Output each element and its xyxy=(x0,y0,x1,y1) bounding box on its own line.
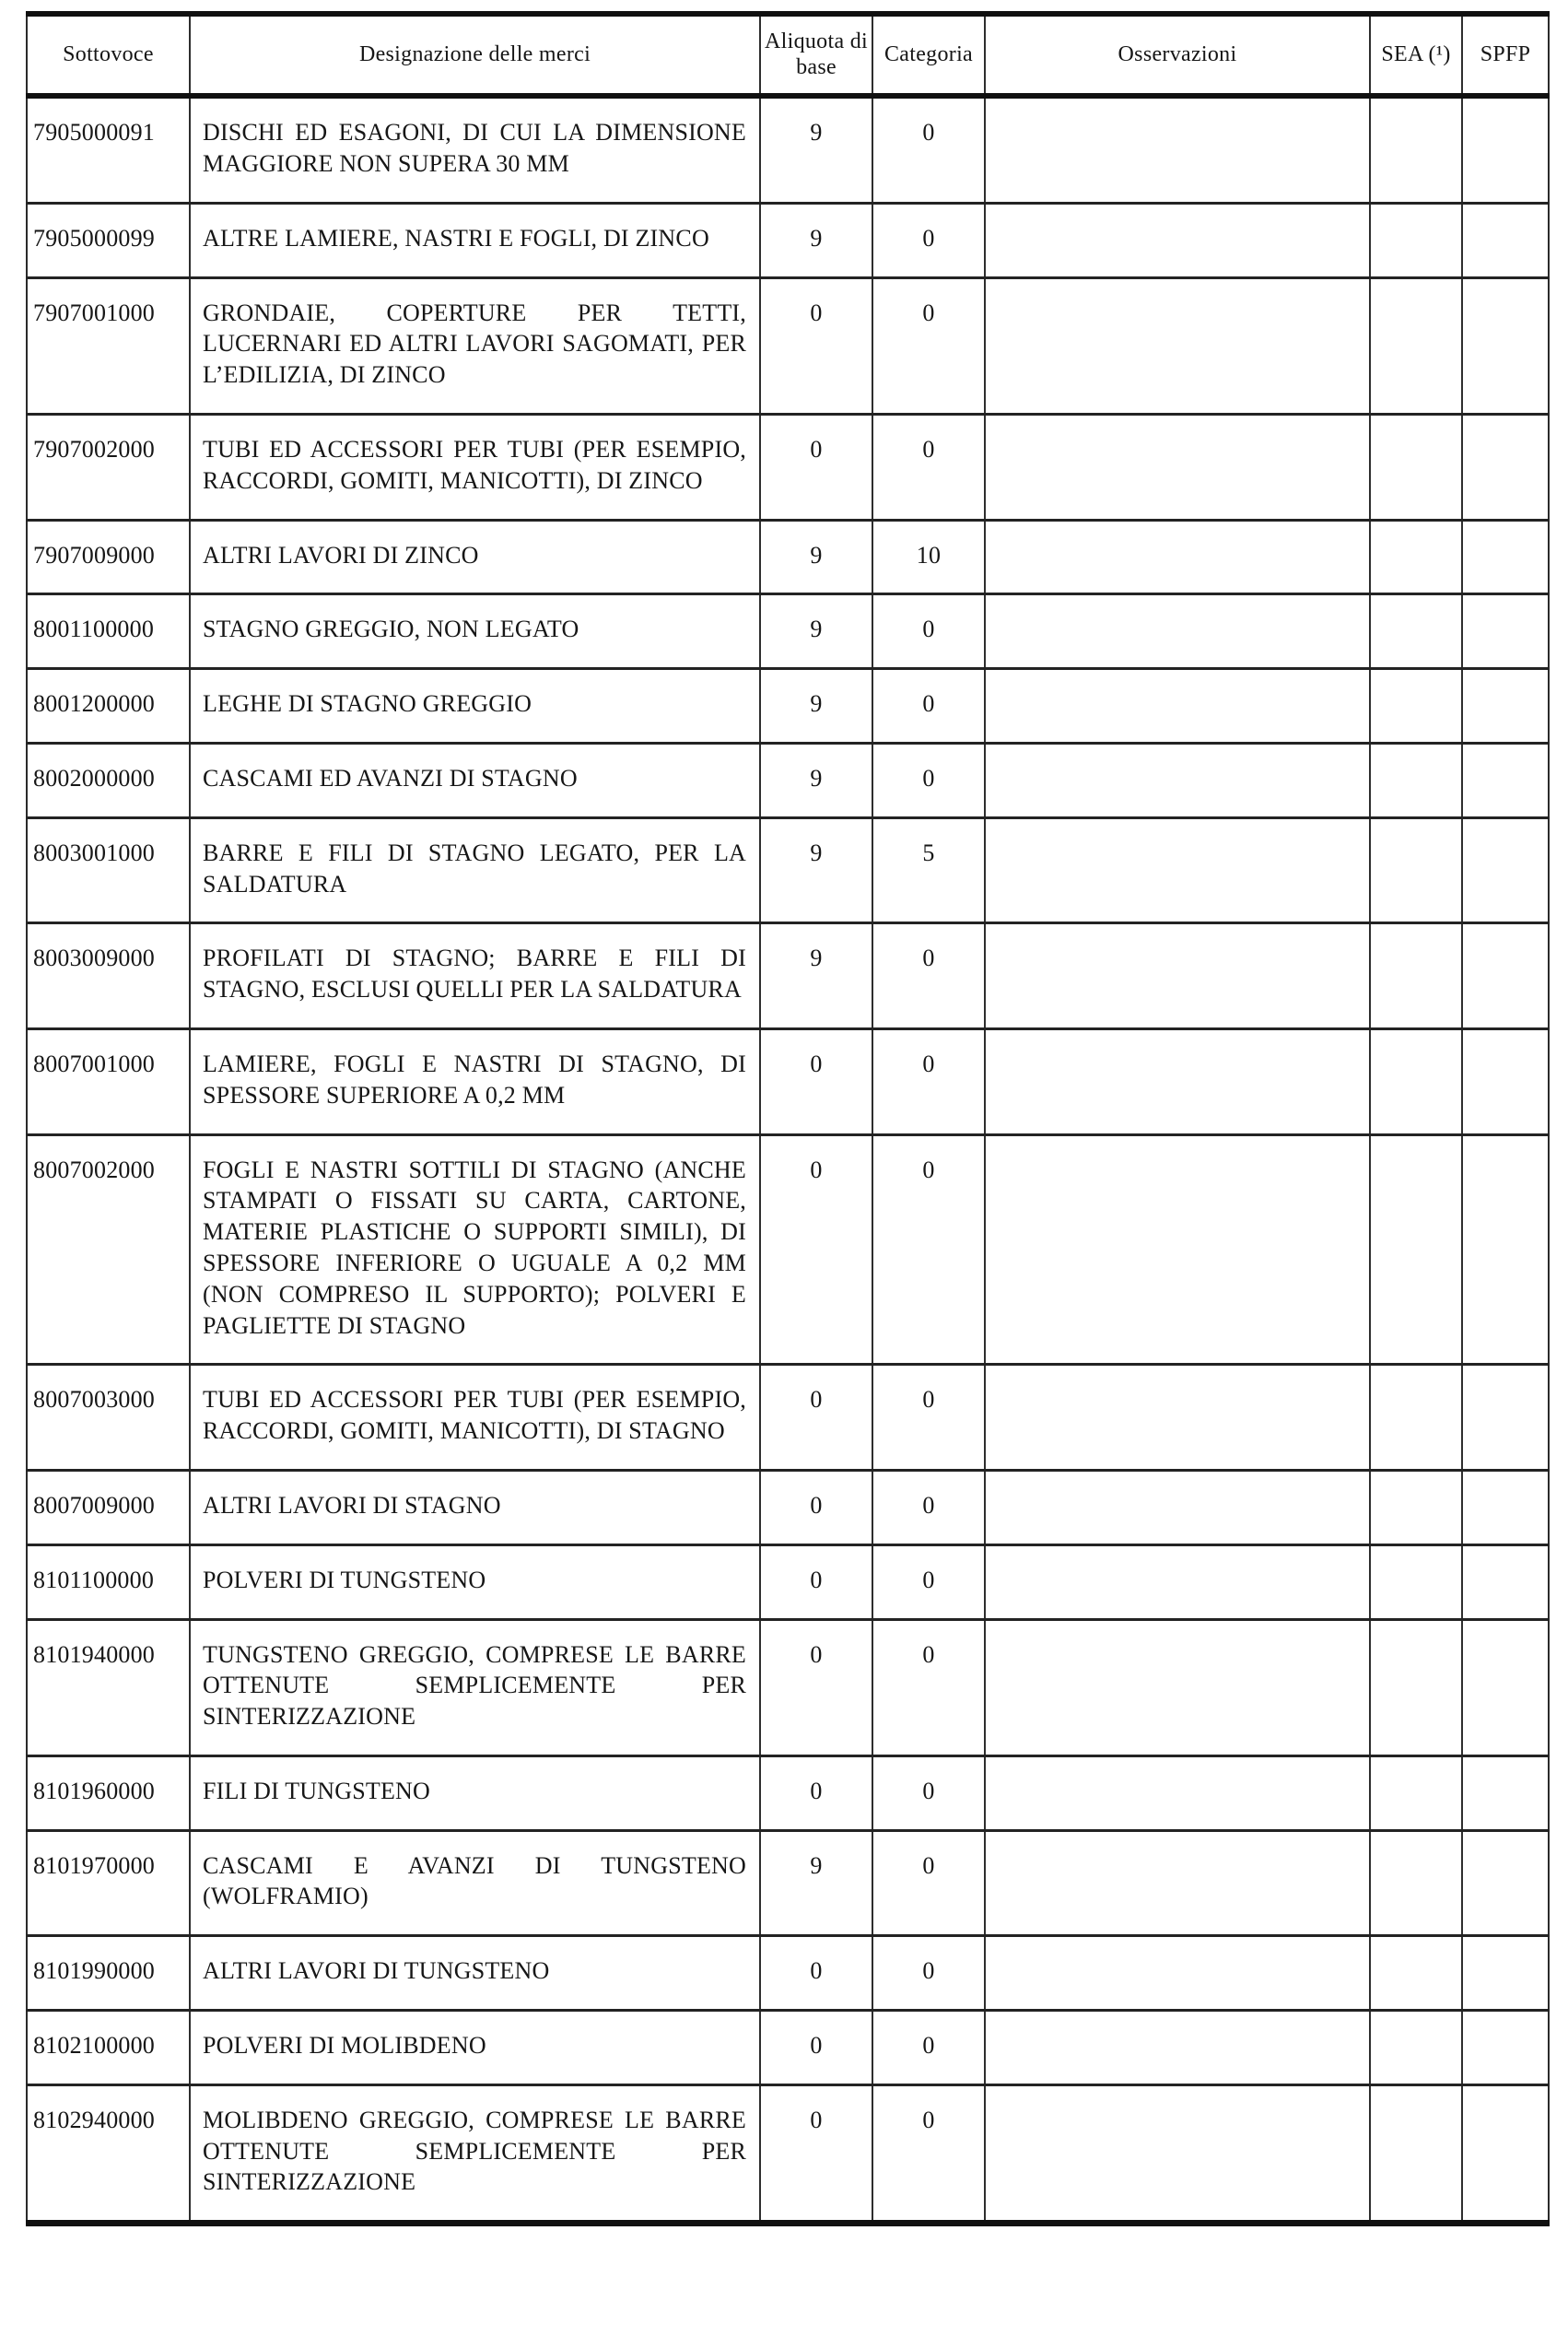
cell-description: LEGHE DI STAGNO GREGGIO xyxy=(190,669,760,744)
cell-spfp xyxy=(1462,1755,1549,1830)
cell-sea xyxy=(1370,1830,1462,1936)
cell-base-rate: 0 xyxy=(760,1365,872,1471)
cell-observations xyxy=(985,96,1370,203)
cell-spfp xyxy=(1462,594,1549,669)
cell-sea xyxy=(1370,923,1462,1029)
cell-sea xyxy=(1370,2011,1462,2085)
cell-code: 8101100000 xyxy=(27,1544,190,1619)
cell-base-rate: 0 xyxy=(760,1028,872,1134)
table-row xyxy=(27,1544,1549,1619)
cell-code: 8001100000 xyxy=(27,594,190,669)
cell-description: PROFILATI DI STAGNO; BARRE E FILI DI STAGNO, ESCLUSI QUELLI PER LA SALDATURA xyxy=(190,923,760,1029)
cell-category: 0 xyxy=(872,2084,985,2223)
column-header-sea: SEA (¹) xyxy=(1370,14,1462,96)
cell-observations xyxy=(985,2084,1370,2223)
table-row xyxy=(27,1830,1549,1936)
cell-code: 8101960000 xyxy=(27,1755,190,1830)
cell-spfp xyxy=(1462,203,1549,277)
table-row xyxy=(27,923,1549,1029)
table-row xyxy=(27,2084,1549,2223)
cell-description: ALTRI LAVORI DI STAGNO xyxy=(190,1470,760,1544)
table-row xyxy=(27,1028,1549,1134)
table-row xyxy=(27,1755,1549,1830)
table-row xyxy=(27,277,1549,414)
cell-base-rate: 9 xyxy=(760,96,872,203)
cell-observations xyxy=(985,1830,1370,1936)
table-row xyxy=(27,669,1549,744)
cell-category: 0 xyxy=(872,669,985,744)
cell-category: 0 xyxy=(872,1830,985,1936)
cell-observations xyxy=(985,1365,1370,1471)
cell-observations xyxy=(985,1755,1370,1830)
cell-description: TUBI ED ACCESSORI PER TUBI (PER ESEMPIO, RACCORDI, GOMITI, MANICOTTI), DI STAGNO xyxy=(190,1365,760,1471)
cell-category: 0 xyxy=(872,277,985,414)
tariff-table-header xyxy=(27,14,1549,96)
cell-spfp xyxy=(1462,1134,1549,1365)
cell-description: FOGLI E NASTRI SOTTILI DI STAGNO (ANCHE STAMPATI O FISSATI SU CARTA, CARTONE, MATERIE PLASTICHE O SUPPORTI SIMILI), DI SPESSORE INFERIORE O UGUALE A 0,2 MM (NON COMPRESO IL SUPPORTO); POLVERI E PAGLIETTE DI STAGNO xyxy=(190,1134,760,1365)
cell-observations xyxy=(985,520,1370,594)
column-header-spfp: SPFP xyxy=(1462,14,1549,96)
cell-code: 7905000091 xyxy=(33,119,155,147)
cell-description: GRONDAIE, COPERTURE PER TETTI, LUCERNARI ED ALTRI LAVORI SAGOMATI, PER L’EDILIZIA, DI ZINCO xyxy=(190,277,760,414)
cell-code: 8102940000 xyxy=(27,2084,190,2223)
cell-sea xyxy=(1370,1028,1462,1134)
cell-base-rate: 9 xyxy=(760,203,872,277)
cell-observations xyxy=(985,1619,1370,1755)
table-row xyxy=(27,96,1549,203)
table-row xyxy=(27,1470,1549,1544)
column-header-code: Sottovoce xyxy=(27,14,190,96)
cell-code: 8007001000 xyxy=(27,1028,190,1134)
table-row xyxy=(27,520,1549,594)
cell-code: 8002000000 xyxy=(27,743,190,817)
cell-category: 0 xyxy=(872,1470,985,1544)
cell-sea xyxy=(1370,520,1462,594)
cell-code: 7905000099 xyxy=(27,203,190,277)
cell-spfp xyxy=(1462,1365,1549,1471)
cell-sea xyxy=(1370,1470,1462,1544)
cell-base-rate: 9 xyxy=(760,817,872,923)
cell-observations xyxy=(985,277,1370,414)
cell-code: 8101990000 xyxy=(27,1936,190,2011)
cell-category: 0 xyxy=(872,203,985,277)
table-row xyxy=(27,1619,1549,1755)
cell-base-rate: 0 xyxy=(760,1619,872,1755)
cell-spfp xyxy=(1462,923,1549,1029)
cell-observations xyxy=(985,203,1370,277)
cell-observations xyxy=(985,2011,1370,2085)
cell-description: POLVERI DI MOLIBDENO xyxy=(190,2011,760,2085)
cell-category: 0 xyxy=(872,1936,985,2011)
cell-code: 8007003000 xyxy=(27,1365,190,1471)
cell-spfp xyxy=(1462,669,1549,744)
cell-base-rate: 0 xyxy=(760,2084,872,2223)
cell-category: 0 xyxy=(872,923,985,1029)
cell-observations xyxy=(985,414,1370,520)
cell-description: MOLIBDENO GREGGIO, COMPRESE LE BARRE OTTENUTE SEMPLICEMENTE PER SINTERIZZAZIONE xyxy=(190,2084,760,2223)
table-row xyxy=(27,1936,1549,2011)
cell-code: 8101970000 xyxy=(27,1830,190,1936)
column-header-base-rate: Aliquota di base xyxy=(760,14,872,96)
cell-description: ALTRI LAVORI DI TUNGSTENO xyxy=(190,1936,760,2011)
cell-spfp xyxy=(1462,817,1549,923)
tariff-table-body xyxy=(27,96,1549,2224)
cell-sea xyxy=(1370,1365,1462,1471)
table-row xyxy=(27,2011,1549,2085)
cell-description: DISCHI ED ESAGONI, DI CUI LA DIMENSIONE MAGGIORE NON SUPERA 30 MM xyxy=(190,96,760,203)
cell-category: 0 xyxy=(872,1619,985,1755)
column-header-description: Designazione delle merci xyxy=(190,14,760,96)
cell-base-rate: 0 xyxy=(760,1544,872,1619)
cell-code: 7907009000 xyxy=(27,520,190,594)
cell-category: 5 xyxy=(872,817,985,923)
cell-observations xyxy=(985,743,1370,817)
cell-sea xyxy=(1370,743,1462,817)
cell-sea xyxy=(1370,669,1462,744)
cell-code: 8003001000 xyxy=(27,817,190,923)
cell-spfp xyxy=(1462,743,1549,817)
cell-description: POLVERI DI TUNGSTENO xyxy=(190,1544,760,1619)
cell-sea xyxy=(1370,203,1462,277)
cell-category: 0 xyxy=(872,1134,985,1365)
cell-category: 0 xyxy=(872,1028,985,1134)
cell-observations xyxy=(985,594,1370,669)
cell-base-rate: 0 xyxy=(760,2011,872,2085)
cell-description: STAGNO GREGGIO, NON LEGATO xyxy=(190,594,760,669)
cell-code: 8007002000 xyxy=(27,1134,190,1365)
cell-category: 10 xyxy=(872,520,985,594)
cell-base-rate: 9 xyxy=(760,520,872,594)
cell-spfp xyxy=(1462,1470,1549,1544)
cell-description: ALTRE LAMIERE, NASTRI E FOGLI, DI ZINCO xyxy=(190,203,760,277)
cell-sea xyxy=(1370,414,1462,520)
header-row xyxy=(27,14,1549,96)
cell-spfp xyxy=(1462,96,1549,203)
cell-base-rate: 9 xyxy=(760,594,872,669)
cell-description: TUNGSTENO GREGGIO, COMPRESE LE BARRE OTTENUTE SEMPLICEMENTE PER SINTERIZZAZIONE xyxy=(190,1619,760,1755)
cell-code: 8003009000 xyxy=(27,923,190,1029)
cell-description: FILI DI TUNGSTENO xyxy=(190,1755,760,1830)
table-row xyxy=(27,414,1549,520)
table-row xyxy=(27,594,1549,669)
cell-spfp xyxy=(1462,1544,1549,1619)
cell-base-rate: 0 xyxy=(760,1470,872,1544)
cell-sea xyxy=(1370,1134,1462,1365)
cell-category: 0 xyxy=(872,96,985,203)
cell-base-rate: 0 xyxy=(760,1936,872,2011)
cell-code: 7907001000 xyxy=(27,277,190,414)
cell-sea xyxy=(1370,1755,1462,1830)
cell-spfp xyxy=(1462,414,1549,520)
cell-spfp xyxy=(1462,277,1549,414)
cell-base-rate: 9 xyxy=(760,1830,872,1936)
cell-observations xyxy=(985,1470,1370,1544)
cell-spfp xyxy=(1462,2084,1549,2223)
cell-sea xyxy=(1370,1936,1462,2011)
cell-base-rate: 0 xyxy=(760,277,872,414)
cell-description: BARRE E FILI DI STAGNO LEGATO, PER LA SALDATURA xyxy=(190,817,760,923)
column-header-category: Categoria xyxy=(872,14,985,96)
cell-code: 8007009000 xyxy=(27,1470,190,1544)
cell-description: CASCAMI E AVANZI DI TUNGSTENO (WOLFRAMIO) xyxy=(190,1830,760,1936)
cell-sea xyxy=(1370,594,1462,669)
cell-observations xyxy=(985,817,1370,923)
cell-spfp xyxy=(1462,1936,1549,2011)
cell-spfp xyxy=(1462,1028,1549,1134)
cell-spfp xyxy=(1462,1830,1549,1936)
cell-description: LAMIERE, FOGLI E NASTRI DI STAGNO, DI SPESSORE SUPERIORE A 0,2 MM xyxy=(190,1028,760,1134)
cell-base-rate: 9 xyxy=(760,743,872,817)
table-row xyxy=(27,817,1549,923)
cell-spfp xyxy=(1462,2011,1549,2085)
tariff-table xyxy=(26,11,1550,2226)
cell-code: 7907002000 xyxy=(27,414,190,520)
cell-observations xyxy=(985,1028,1370,1134)
cell-category: 0 xyxy=(872,594,985,669)
cell-code: 8101940000 xyxy=(27,1619,190,1755)
cell-sea xyxy=(1370,96,1462,203)
table-row xyxy=(27,1134,1549,1365)
cell-description: ALTRI LAVORI DI ZINCO xyxy=(190,520,760,594)
cell-base-rate: 9 xyxy=(760,669,872,744)
cell-observations xyxy=(985,923,1370,1029)
cell-spfp xyxy=(1462,1619,1549,1755)
cell-category: 0 xyxy=(872,1755,985,1830)
cell-description: CASCAMI ED AVANZI DI STAGNO xyxy=(190,743,760,817)
cell-code: 8001200000 xyxy=(27,669,190,744)
table-row xyxy=(27,203,1549,277)
cell-category: 0 xyxy=(872,414,985,520)
cell-description: TUBI ED ACCESSORI PER TUBI (PER ESEMPIO, RACCORDI, GOMITI, MANICOTTI), DI ZINCO xyxy=(190,414,760,520)
cell-observations xyxy=(985,1936,1370,2011)
cell-base-rate: 0 xyxy=(760,414,872,520)
cell-observations xyxy=(985,1544,1370,1619)
cell-sea xyxy=(1370,817,1462,923)
cell-category: 0 xyxy=(872,1365,985,1471)
cell-category: 0 xyxy=(872,2011,985,2085)
cell-sea xyxy=(1370,1619,1462,1755)
cell-base-rate: 0 xyxy=(760,1755,872,1830)
cell-observations xyxy=(985,669,1370,744)
table-row xyxy=(27,743,1549,817)
cell-base-rate: 0 xyxy=(760,1134,872,1365)
cell-spfp xyxy=(1462,520,1549,594)
cell-observations xyxy=(985,1134,1370,1365)
cell-code: 8102100000 xyxy=(27,2011,190,2085)
table-row xyxy=(27,1365,1549,1471)
cell-category: 0 xyxy=(872,1544,985,1619)
column-header-observations: Osservazioni xyxy=(985,14,1370,96)
cell-sea xyxy=(1370,2084,1462,2223)
cell-category: 0 xyxy=(872,743,985,817)
cell-sea xyxy=(1370,1544,1462,1619)
cell-base-rate: 9 xyxy=(760,923,872,1029)
cell-sea xyxy=(1370,277,1462,414)
